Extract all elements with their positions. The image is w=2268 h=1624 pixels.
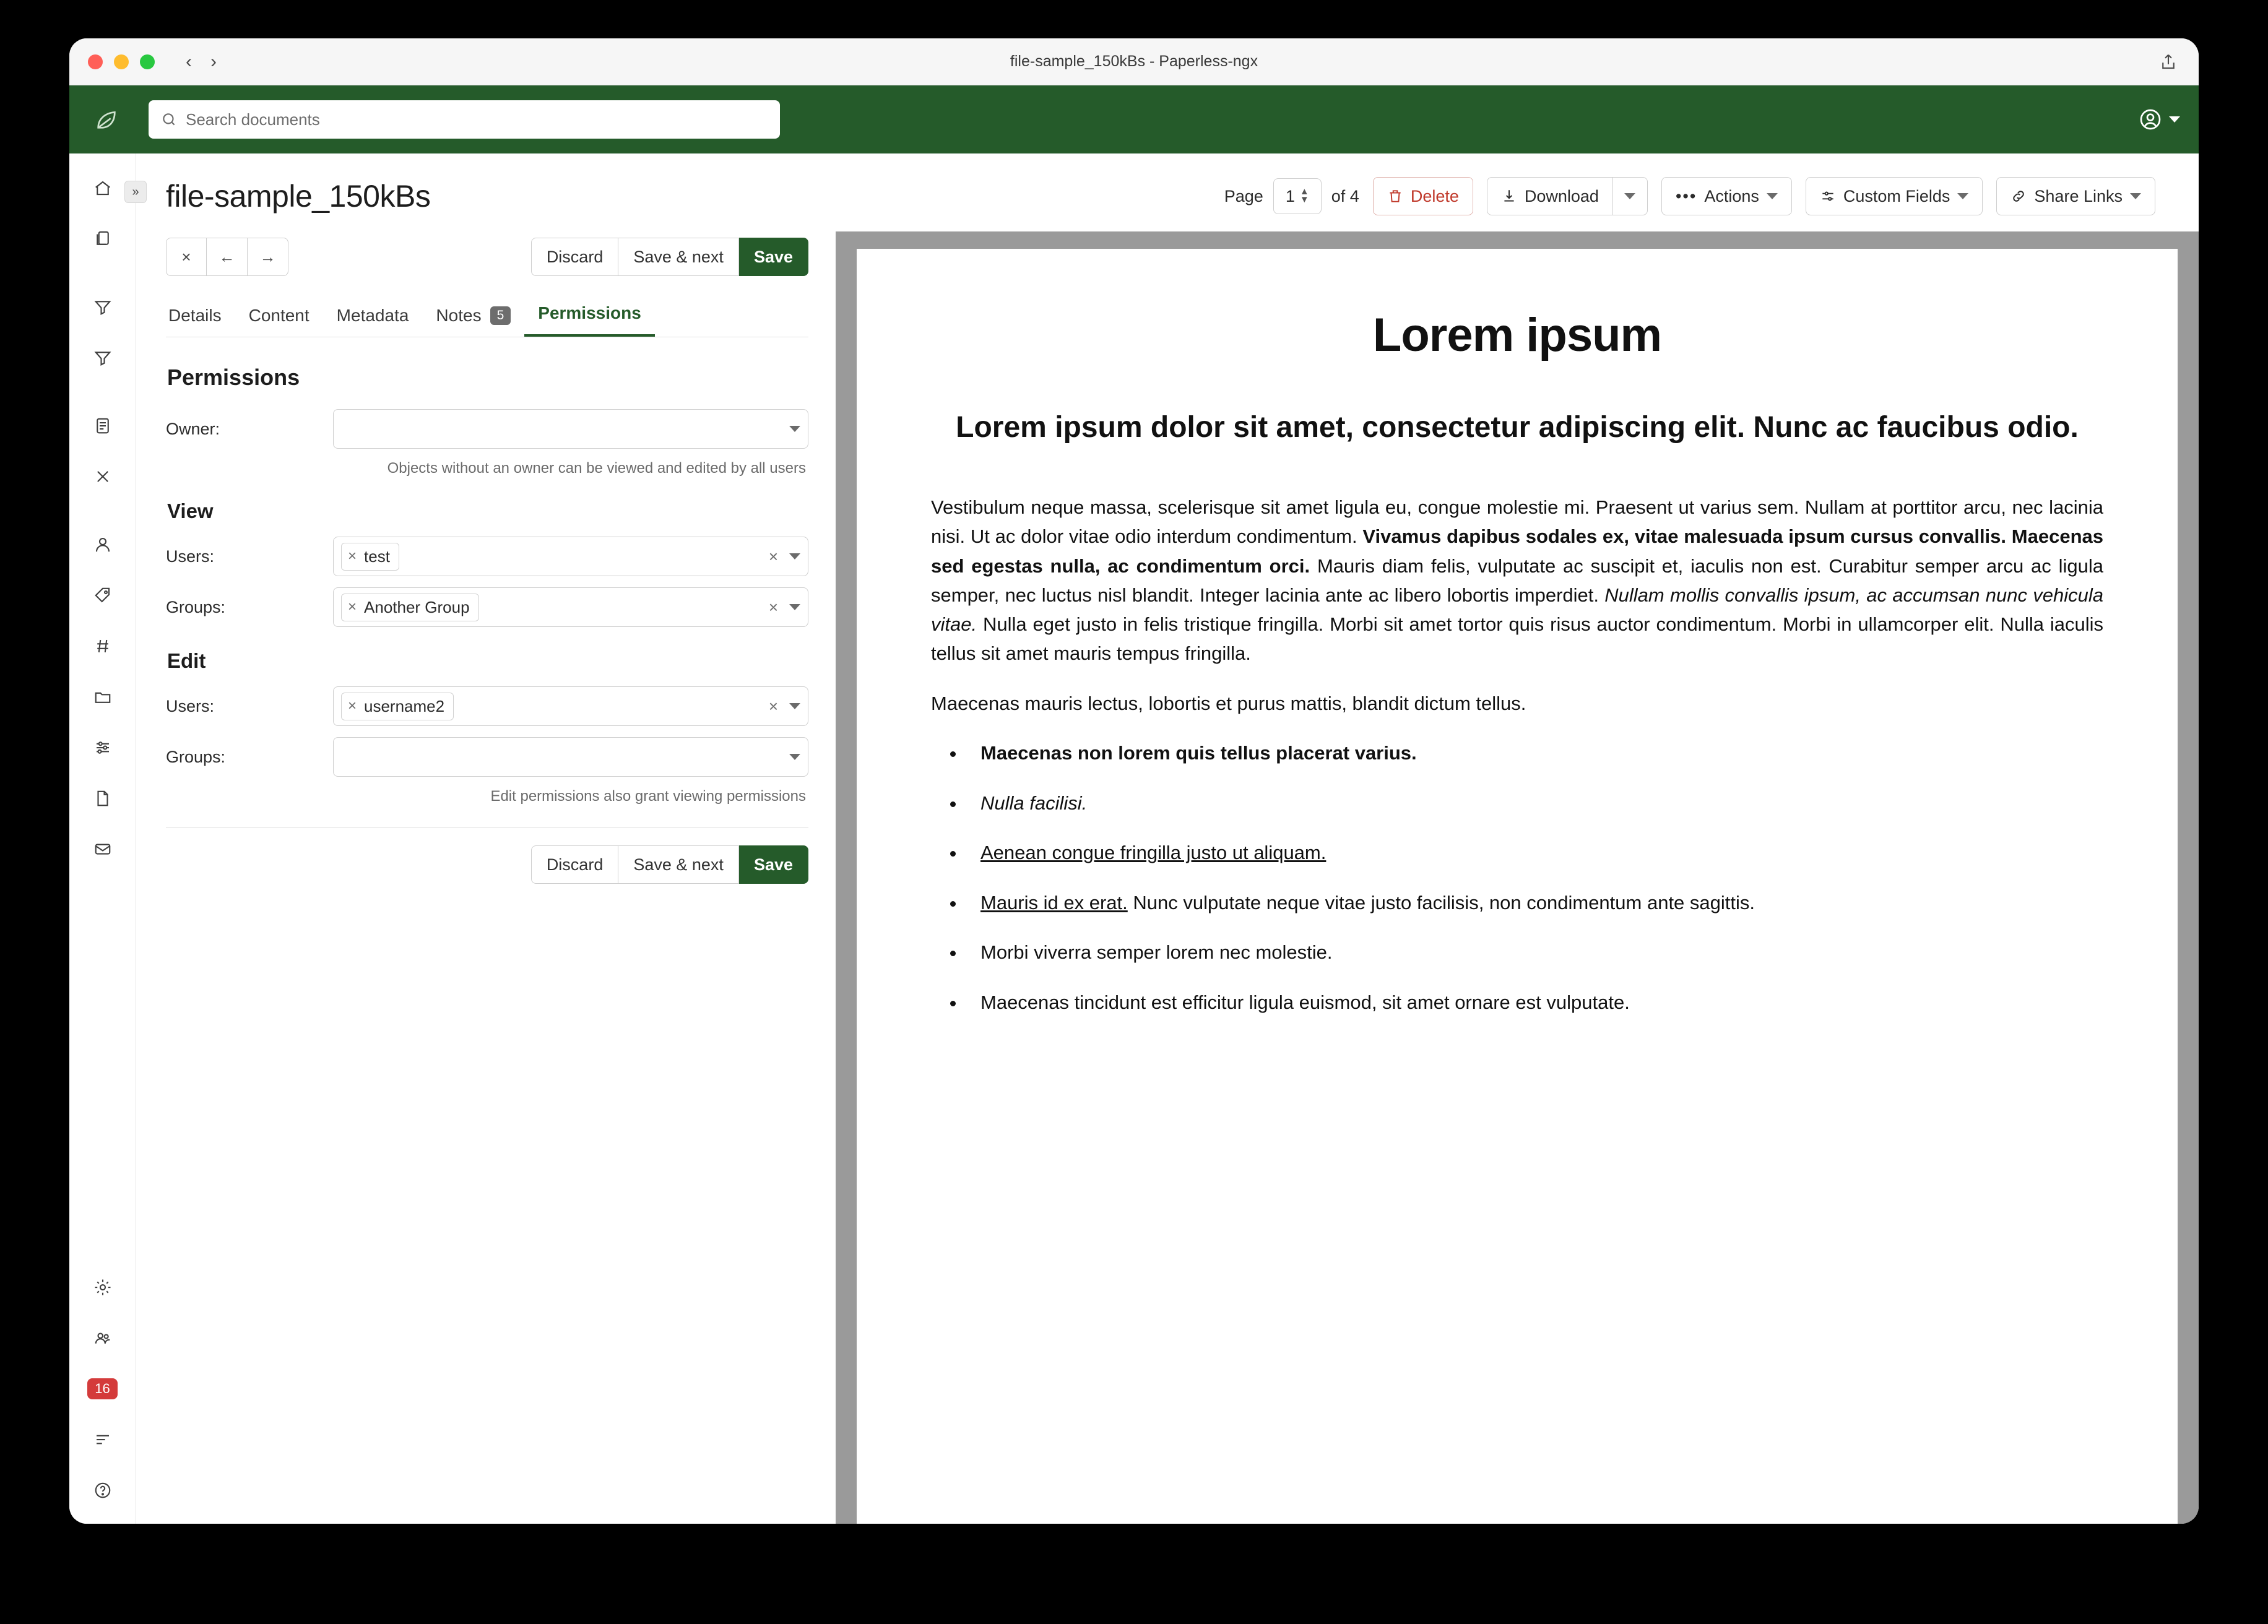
notification-badge: 16 <box>87 1378 117 1399</box>
owner-hint: Objects without an owner can be viewed and edited by all users <box>387 460 806 477</box>
tab-details[interactable] <box>166 306 235 337</box>
view-users-row <box>166 537 808 576</box>
chip-label: username2 <box>364 696 445 715</box>
share-links-label: Share Links <box>2034 186 2123 205</box>
stepper-icon[interactable]: ▲ ▼ <box>1299 186 1309 205</box>
sidebar-item-dashboard[interactable] <box>85 171 120 205</box>
paperless-leaf-icon[interactable] <box>88 107 125 132</box>
sidebar-item-correspondents[interactable] <box>85 527 120 562</box>
edit-users-row <box>166 686 808 726</box>
app-body <box>69 153 2199 1524</box>
chip-remove-icon[interactable]: × <box>348 698 357 714</box>
permissions-heading: Permissions <box>167 365 300 390</box>
edit-users-label: Users: <box>166 696 215 715</box>
chevron-down-icon[interactable] <box>1624 193 1635 199</box>
document-tabs <box>166 303 808 337</box>
chevron-down-icon[interactable] <box>2130 193 2141 199</box>
preview-paragraph-1 <box>931 493 2103 668</box>
text-run: Mauris diam felis, vulputate ac suscipit et, iaculis non est. Curabitur semper arcu ac ligula semper, nec luctus nisl blandit. Integer lacinia ante ac libero lobortis imperdiet. <box>931 555 2103 606</box>
files-icon <box>93 230 112 248</box>
folder-icon <box>93 688 112 706</box>
edit-controls-top <box>166 238 808 276</box>
text-run-italic: Nullam mollis convallis ipsum, ac accumsan nunc vehicula vitae. <box>931 584 2104 635</box>
sidebar-collapse-icon[interactable]: » <box>124 181 147 203</box>
download-split-button[interactable] <box>1487 177 1648 215</box>
view-users-controls[interactable] <box>769 547 800 566</box>
page-total: of 4 <box>1331 186 1359 205</box>
delete-label: Delete <box>1410 186 1459 205</box>
list-item-text: Mauris id ex erat. <box>980 891 1128 914</box>
sidebar-item-file-tasks[interactable] <box>85 781 120 816</box>
edit-users-controls[interactable] <box>769 697 800 716</box>
custom-fields-label: Custom Fields <box>1843 186 1950 205</box>
sliders-icon <box>93 738 112 757</box>
chevron-down-icon[interactable] <box>789 426 800 432</box>
tab-content[interactable] <box>235 306 323 337</box>
save-controls-bottom <box>166 845 808 884</box>
download-button[interactable] <box>1487 177 1613 215</box>
preview-page <box>857 249 2178 1524</box>
list-item-text: Aenean congue fringilla justo ut aliquam. <box>980 842 1327 864</box>
edit-groups-row <box>166 737 808 777</box>
download-options-button[interactable] <box>1613 177 1648 215</box>
actions-label: Actions <box>1704 186 1759 205</box>
tab-label: Permissions <box>538 303 641 322</box>
owner-label: Owner: <box>166 419 220 438</box>
save-button-bottom[interactable]: Save <box>739 845 808 884</box>
sliders-icon <box>1820 188 1836 204</box>
hash-icon <box>93 637 112 655</box>
document-edit-panel <box>136 153 836 1524</box>
view-heading: View <box>167 499 214 522</box>
page-control <box>1224 178 1359 214</box>
sidebar-item-document-types[interactable] <box>85 629 120 663</box>
user-circle-icon <box>2138 107 2163 132</box>
list-item <box>966 789 2103 818</box>
list-item <box>966 988 2103 1017</box>
search-icon <box>161 111 177 127</box>
sidebar-item-logs[interactable] <box>85 1422 120 1457</box>
tab-label: Details <box>168 306 222 325</box>
tab-notes[interactable] <box>422 306 524 337</box>
edit-groups-label: Groups: <box>166 747 226 766</box>
chip-label: Another Group <box>364 597 470 616</box>
account-menu[interactable] <box>2138 107 2180 132</box>
edit-groups-select[interactable] <box>333 737 808 777</box>
save-and-next-button[interactable]: Save & next <box>618 238 739 276</box>
sidebar-item-storage-paths[interactable] <box>85 680 120 714</box>
list-item-text: Maecenas tincidunt est efficitur ligula euismod, sit amet ornare est vulputate. <box>980 991 1630 1013</box>
close-document-button[interactable]: × <box>166 238 207 276</box>
tab-metadata[interactable] <box>323 306 423 337</box>
sidebar-item-help[interactable] <box>85 1473 120 1508</box>
document-nav-buttons <box>166 238 288 276</box>
home-icon <box>93 179 112 197</box>
preview-column <box>836 153 2199 1524</box>
sidebar-item-users-groups[interactable] <box>85 1321 120 1355</box>
search-input[interactable] <box>149 100 780 139</box>
custom-fields-button[interactable] <box>1806 177 1983 215</box>
chevron-down-icon[interactable] <box>1767 193 1778 199</box>
chevron-down-icon[interactable] <box>1957 193 1968 199</box>
person-icon <box>93 535 112 554</box>
app-header <box>69 85 2199 153</box>
sidebar-item-settings[interactable] <box>85 1270 120 1305</box>
window-title: file-sample_150kBs - Paperless-ngx <box>1010 53 1258 70</box>
list-icon <box>93 1430 112 1449</box>
trash-icon <box>1387 188 1403 204</box>
share-links-button[interactable] <box>1996 177 2155 215</box>
sidebar-item-notifications[interactable] <box>85 1371 120 1406</box>
notes-count-badge: 5 <box>490 306 511 325</box>
edit-heading: Edit <box>167 649 206 672</box>
chevron-down-icon[interactable] <box>789 754 800 760</box>
envelope-icon <box>93 840 112 858</box>
delete-button[interactable] <box>1373 177 1473 215</box>
list-item-text: Morbi viverra semper lorem nec molestie. <box>980 941 1333 964</box>
list-item <box>966 938 2103 967</box>
list-item-text: Maecenas non lorem quis tellus placerat varius. <box>980 742 1417 764</box>
preview-heading-2: Lorem ipsum dolor sit amet, consectetur adipiscing elit. Nunc ac faucibus odio. <box>956 411 2079 444</box>
download-icon <box>1501 188 1517 204</box>
preview-paragraph-2: Maecenas mauris lectus, lobortis et purus mattis, blandit dictum tellus. <box>931 693 1526 715</box>
sidebar-item-mail[interactable] <box>85 832 120 866</box>
view-users-select[interactable] <box>333 537 808 576</box>
sidebar-item-custom-fields[interactable] <box>85 730 120 765</box>
tab-label: Notes <box>436 306 482 325</box>
save-controls-top <box>531 238 808 276</box>
chip[interactable] <box>341 594 479 621</box>
sidebar-item-open-document[interactable] <box>85 408 120 443</box>
chip-remove-icon[interactable]: × <box>348 548 357 564</box>
previous-document-button[interactable]: ← <box>207 238 248 276</box>
page-number-value: 1 <box>1285 186 1295 205</box>
list-item-text: Nulla facilisi. <box>980 792 1088 814</box>
close-icon <box>94 468 111 485</box>
back-icon[interactable]: ‹ <box>186 51 192 72</box>
download-label: Download <box>1524 186 1599 205</box>
tab-label: Content <box>248 306 309 325</box>
link-icon <box>2010 188 2027 204</box>
clear-icon[interactable]: × <box>768 546 778 566</box>
discard-button-bottom[interactable]: Discard <box>531 845 619 884</box>
tab-permissions[interactable] <box>524 303 655 337</box>
document-preview[interactable] <box>836 231 2199 1524</box>
owner-select-caret[interactable] <box>789 426 800 432</box>
text-run: Vestibulum neque massa, scelerisque sit amet ligula eu, congue molestie mi. Praesent ut varius sem. Nullam at porttitor arcu, nec lacinia nisi. Ut ac dolor vitae odio interdum condimentum. <box>931 496 2103 548</box>
chevron-down-icon[interactable] <box>2169 116 2180 123</box>
title-bar <box>69 38 2199 85</box>
discard-button[interactable]: Discard <box>531 238 619 276</box>
chip[interactable] <box>341 543 399 571</box>
text-run: Nulla eget justo in felis tristique fringilla. Morbi sit amet tortor quis risus auctor condimentum. Morbi in ullamcorper elit. Nulla iaculis tellus sit amet mauris tempus fringilla. <box>931 613 2103 664</box>
gear-icon <box>93 1278 112 1297</box>
list-item-text-rest: Nunc vulputate neque vitae justo facilisis, non condimentum ante sagittis. <box>1127 891 1755 914</box>
chip-remove-icon[interactable]: × <box>348 598 357 615</box>
chevron-down-icon[interactable] <box>789 703 800 709</box>
clear-icon[interactable]: × <box>768 696 778 715</box>
chip[interactable] <box>341 693 454 720</box>
owner-row <box>166 409 808 449</box>
view-groups-label: Groups: <box>166 597 226 616</box>
page-title: file-sample_150kBs <box>166 179 431 214</box>
view-users-label: Users: <box>166 546 215 566</box>
app-window <box>69 38 2199 1524</box>
list-item <box>966 739 2103 768</box>
panel-divider <box>166 827 808 828</box>
sidebar-item-close-all[interactable] <box>85 459 120 494</box>
preview-heading-1: Lorem ipsum <box>1372 309 1662 361</box>
page-number-input[interactable] <box>1273 178 1322 214</box>
view-groups-select[interactable] <box>333 587 808 627</box>
sidebar <box>69 153 139 1524</box>
view-groups-row <box>166 587 808 627</box>
question-circle-icon <box>93 1481 112 1500</box>
people-icon <box>93 1329 112 1347</box>
document-icon <box>93 417 112 435</box>
edit-hint: Edit permissions also grant viewing permissions <box>490 788 806 805</box>
tab-label: Metadata <box>336 306 409 325</box>
edit-users-select[interactable] <box>333 686 808 726</box>
funnel-icon <box>93 298 112 316</box>
next-document-button[interactable]: → <box>248 238 288 276</box>
preview-bullet-list <box>966 739 2103 1017</box>
search-placeholder: Search documents <box>186 110 320 129</box>
sidebar-item-tags[interactable] <box>85 578 120 613</box>
actions-button[interactable] <box>1661 177 1792 215</box>
list-item <box>966 889 2103 918</box>
save-button[interactable]: Save <box>739 238 808 276</box>
file-icon <box>93 789 112 808</box>
document-toolbar <box>836 153 2199 215</box>
chevron-down-icon[interactable] <box>789 553 800 559</box>
text-run-bold: Vivamus dapibus sodales ex, vitae malesuada ipsum cursus convallis. Maecenas sed egestas nulla, ac condimentum orci. <box>931 525 2103 577</box>
ellipsis-icon: ••• <box>1675 186 1697 205</box>
funnel-icon <box>93 348 112 367</box>
tag-icon <box>93 586 112 605</box>
sidebar-item-saved-view-2[interactable] <box>85 340 120 375</box>
owner-select[interactable] <box>333 409 808 449</box>
save-and-next-button-bottom[interactable]: Save & next <box>618 845 739 884</box>
sidebar-item-saved-view-1[interactable] <box>85 290 120 324</box>
view-groups-controls[interactable] <box>769 598 800 617</box>
clear-icon[interactable]: × <box>768 597 778 616</box>
edit-groups-controls[interactable] <box>789 754 800 760</box>
forward-icon[interactable]: › <box>210 51 217 72</box>
chip-label: test <box>364 546 390 566</box>
document-header <box>166 178 808 214</box>
chevron-down-icon[interactable] <box>789 604 800 610</box>
page-label: Page <box>1224 186 1263 205</box>
list-item <box>966 839 2103 868</box>
sidebar-item-documents[interactable] <box>85 222 120 256</box>
